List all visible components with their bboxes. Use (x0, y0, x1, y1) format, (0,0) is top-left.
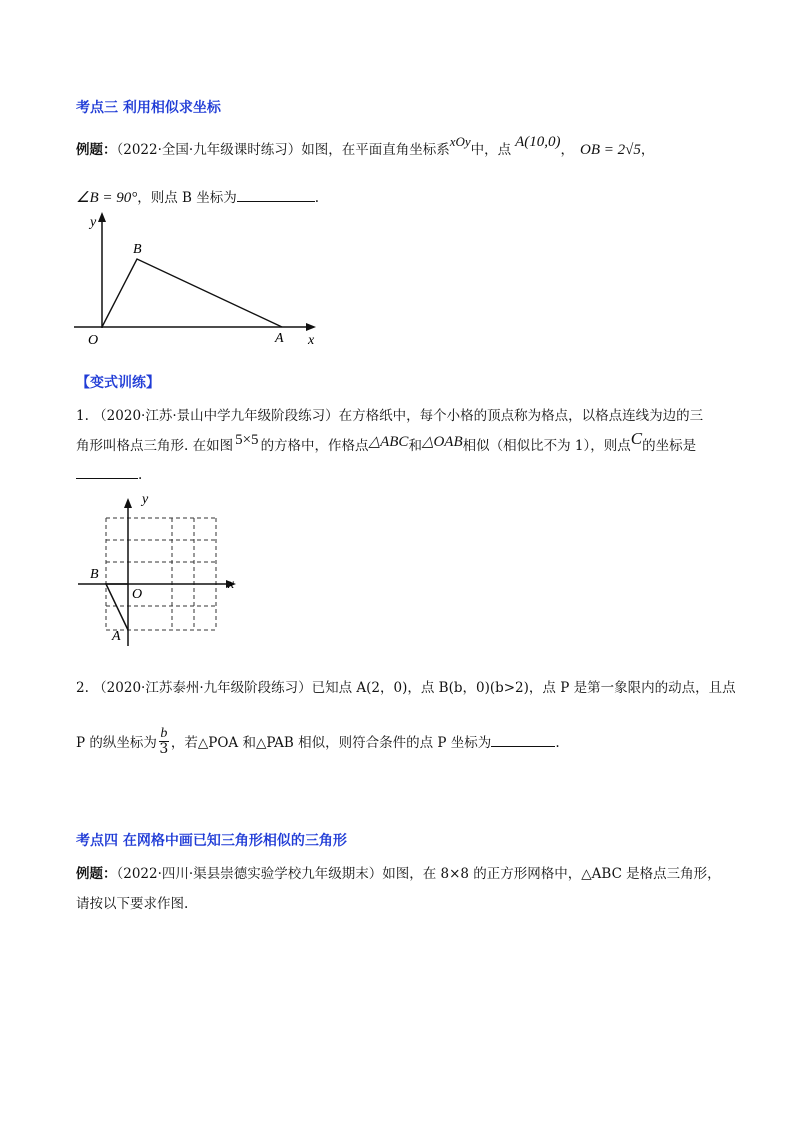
period: . (314, 190, 320, 206)
figure-1-coordinate-diagram (70, 210, 330, 350)
label-x: x (308, 333, 315, 348)
q1-answer-blank (76, 464, 138, 479)
grid-size: 5×5 (235, 432, 259, 448)
y-axis-arrow-icon (98, 212, 106, 222)
label-a: A (112, 629, 121, 644)
triangle-oab: △OAB (421, 434, 463, 450)
q2-text-b: ，若△POA 和△PAB 相似，则符合条件的点 P 坐标为 (170, 735, 492, 751)
section3-heading: 考点三 利用相似求坐标 (76, 100, 221, 116)
section4-text-line1: （2022·四川·渠县崇德实验学校九年级期末）如图，在 8×8 的正方形网格中，△ABC 是格点三角形， (116, 866, 721, 882)
section4-example-line2: 请按以下要求作图. (76, 896, 189, 912)
q2-answer-blank (491, 732, 555, 747)
q1-line1: 1. （2020·江苏·景山中学九年级阶段练习）在方格纸中，每个小格的顶点称为格点，以格点连线为边的三 (76, 408, 704, 424)
section3-example-line2 (76, 186, 319, 207)
label-o: O (88, 333, 99, 348)
q1-line3 (76, 464, 142, 483)
dashed-grid (106, 518, 216, 630)
point-a-formula: A(10,0) (515, 134, 561, 150)
section3-example-line1 (76, 134, 655, 159)
label-y: y (142, 492, 149, 507)
figure-2-grid-diagram (72, 488, 252, 653)
angle-formula: ∠B = 90° (76, 190, 138, 206)
triangle-oba (102, 259, 282, 327)
label-a: A (275, 331, 284, 346)
q2-line1: 2. （2020·江苏泰州·九年级阶段练习）已知点 A(2，0)，点 B(b，0)(b>2)，点 P 是第一象限内的动点，且点 (76, 680, 736, 696)
q1-text-c: 和 (408, 438, 422, 454)
q2-line2 (76, 728, 560, 759)
point-c: C (630, 429, 643, 448)
example-label: 例题： (76, 866, 117, 882)
triangle-abc: △ABC (368, 434, 409, 450)
q1-text-e: 的坐标是 (642, 438, 697, 454)
label-b: B (133, 242, 142, 257)
q2-text-a: P 的纵坐标为 (76, 735, 157, 751)
text-end: ，则点 B 坐标为 (137, 190, 237, 206)
q1-text-d: 相似（相似比不为 1），则点 (462, 438, 631, 454)
label-b: B (90, 567, 99, 582)
fraction-b-over-3 (159, 726, 169, 757)
fraction-numerator: b (160, 726, 168, 741)
label-x: x (228, 577, 235, 592)
example-label: 例题： (76, 142, 117, 158)
q1-text-a: 角形叫格点三角形. 在如图 (76, 438, 234, 454)
variant-heading: 【变式训练】 (76, 375, 160, 391)
q1-line2 (76, 429, 697, 455)
trailing-comma: ， (640, 142, 655, 158)
triangle-boa (106, 584, 128, 630)
ob-formula: OB = 2√5 (580, 142, 641, 158)
coord-system: xOy (449, 134, 471, 149)
example-source: （2022·全国·九年级课时练习）如图，在平面直角坐标系 (116, 142, 450, 158)
fraction-denominator: 3 (159, 741, 169, 757)
section4-example-line1 (76, 862, 721, 882)
y-axis-arrow-icon (124, 498, 132, 508)
x-axis-arrow-icon (306, 323, 316, 331)
q1-text-b: 的方格中，作格点 (260, 438, 369, 454)
comma: ， (560, 142, 575, 158)
label-o: O (132, 587, 143, 602)
q1-period: . (138, 467, 143, 483)
q2-period: . (555, 735, 560, 751)
label-y: y (90, 215, 97, 230)
answer-blank (237, 187, 315, 202)
text-mid: 中，点 (470, 142, 512, 158)
section4-heading: 考点四 在网格中画已知三角形相似的三角形 (76, 833, 347, 849)
